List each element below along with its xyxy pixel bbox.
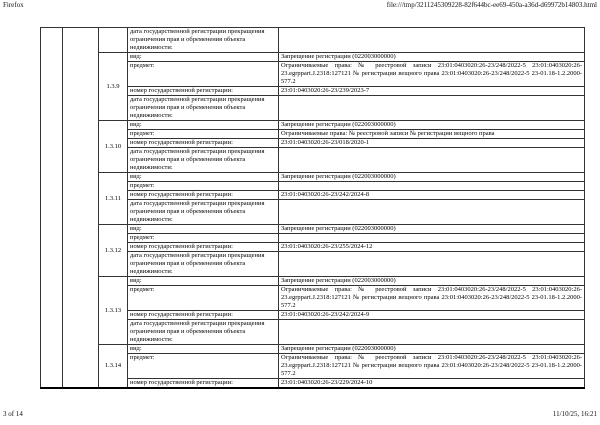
- row-value-cell: [279, 96, 585, 121]
- row-label-cell: номер государственной регистрации:: [128, 139, 279, 148]
- row-value-cell: 23:01:0403020:26-23/242/2024-8: [279, 191, 585, 200]
- row-value-cell: 23:01:0403020:26-23/018/2020-1: [279, 139, 585, 148]
- table-row: [41, 173, 585, 182]
- row-value-cell: [279, 320, 585, 345]
- table-row: [41, 28, 585, 53]
- subsection-spacer-cell: [63, 28, 99, 389]
- group-number-cell: 1.3.10: [99, 121, 128, 173]
- row-label-cell: дата государственной регистрации прекращения ограничения прав и обременения объекта недвижимости:: [128, 252, 279, 277]
- row-value-cell: Ограничиваемые права: № реестровой записи 23:01:0403020:26-23/248/2022-5 23:01:0403020:26-23.egrppart.J.2318:127121 № регистрации вещного права 23:01:0403020:26-23/248/2022-5 23-01.18-1.2.2000-577.2: [279, 286, 585, 311]
- row-value-cell: [279, 28, 585, 53]
- row-label-cell: номер государственной регистрации:: [128, 243, 279, 252]
- page-url: file:///tmp/3211245309228-82f644bc-ee69-450a-a36d-d69972b14803.html: [386, 1, 597, 9]
- row-value-cell: 23:01:0403020:26-23/242/2024-9: [279, 311, 585, 320]
- row-label-cell: номер государственной регистрации:: [128, 379, 279, 389]
- row-value-cell: [279, 234, 585, 243]
- row-value-cell: [279, 182, 585, 191]
- row-label-cell: предмет:: [128, 182, 279, 191]
- row-label-cell: вид:: [128, 53, 279, 62]
- row-label-cell: предмет:: [128, 354, 279, 379]
- row-value-cell: 23:01:0403020:26-23/239/2023-7: [279, 87, 585, 96]
- row-value-cell: Запрещение регистрации (022003000000): [279, 173, 585, 182]
- row-value-cell: [279, 252, 585, 277]
- group-number-cell: [99, 28, 128, 53]
- row-label-cell: дата государственной регистрации прекращения ограничения прав и обременения объекта недвижимости:: [128, 28, 279, 53]
- row-label-cell: дата государственной регистрации прекращения ограничения прав и обременения объекта недвижимости:: [128, 148, 279, 173]
- table-row: [41, 53, 585, 62]
- row-label-cell: номер государственной регистрации:: [128, 191, 279, 200]
- row-label-cell: вид:: [128, 225, 279, 234]
- table-row: [41, 121, 585, 130]
- row-label-cell: дата государственной регистрации прекращения ограничения прав и обременения объекта недвижимости:: [128, 96, 279, 121]
- browser-app-title: Firefox: [3, 1, 24, 9]
- row-label-cell: вид:: [128, 345, 279, 354]
- row-label-cell: предмет:: [128, 62, 279, 87]
- row-label-cell: дата государственной регистрации прекращения ограничения прав и обременения объекта недвижимости:: [128, 320, 279, 345]
- row-label-cell: вид:: [128, 173, 279, 182]
- row-value-cell: Запрещение регистрации (022003000000): [279, 225, 585, 234]
- registration-table-body: [41, 28, 585, 389]
- row-value-cell: 23:01:0403020:26-23/229/2024-10: [279, 379, 585, 389]
- row-value-cell: Ограничиваемые права: № реестровой записи № регистрации вещного права: [279, 130, 585, 139]
- group-number-cell: 1.3.14: [99, 345, 128, 389]
- group-number-cell: 1.3.9: [99, 53, 128, 121]
- group-number-cell: 1.3.13: [99, 277, 128, 345]
- row-value-cell: [279, 148, 585, 173]
- table-row: [41, 277, 585, 286]
- row-value-cell: [279, 200, 585, 225]
- table-row: [41, 225, 585, 234]
- row-label-cell: предмет:: [128, 234, 279, 243]
- registration-table: [40, 27, 585, 389]
- row-label-cell: вид:: [128, 121, 279, 130]
- row-value-cell: Запрещение регистрации (022003000000): [279, 53, 585, 62]
- row-value-cell: Запрещение регистрации (022003000000): [279, 277, 585, 286]
- row-value-cell: Ограничиваемые права: № реестровой записи 23:01:0403020:26-23/248/2022-5 23:01:0403020:26-23.egrppart.J.2318:127121 № регистрации вещного права 23:01:0403020:26-23/248/2022-5 23-01.18-1.2.2000-577.2: [279, 62, 585, 87]
- table-row: [41, 345, 585, 354]
- print-datetime: 11/10/25, 16:21: [552, 410, 597, 418]
- row-label-cell: предмет:: [128, 286, 279, 311]
- row-label-cell: номер государственной регистрации:: [128, 87, 279, 96]
- row-label-cell: дата государственной регистрации прекращения ограничения прав и обременения объекта недвижимости:: [128, 200, 279, 225]
- group-number-cell: 1.3.11: [99, 173, 128, 225]
- row-label-cell: предмет:: [128, 130, 279, 139]
- section-spacer-cell: [41, 28, 63, 389]
- row-label-cell: номер государственной регистрации:: [128, 311, 279, 320]
- row-value-cell: Ограничиваемые права: № реестровой записи 23:01:0403020:26-23/248/2022-5 23:01:0403020:26-23.egrppart.J.2318:127121 № регистрации вещного права 23:01:0403020:26-23/248/2022-5 23-01.18-1.2.2000-577.2: [279, 354, 585, 379]
- row-label-cell: вид:: [128, 277, 279, 286]
- group-number-cell: 1.3.12: [99, 225, 128, 277]
- print-footer: [0, 410, 600, 419]
- row-value-cell: Запрещение регистрации (022003000000): [279, 121, 585, 130]
- row-value-cell: Запрещение регистрации (022003000000): [279, 345, 585, 354]
- print-header: [0, 1, 600, 10]
- row-value-cell: 23:01:0403020:26-23/255/2024-12: [279, 243, 585, 252]
- page-number: 3 of 14: [3, 410, 23, 418]
